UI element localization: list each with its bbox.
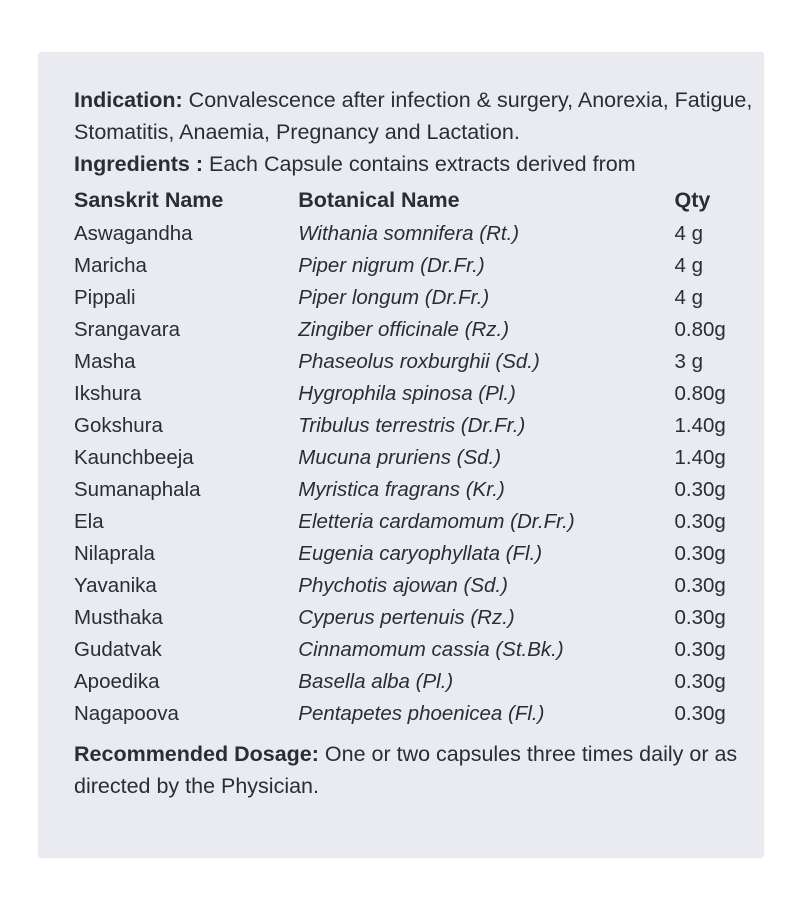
sanskrit-name: Sumanaphala — [74, 478, 201, 501]
sanskrit-name: Gudatvak — [74, 638, 162, 661]
table-row — [74, 570, 754, 602]
qty: 0.30g — [674, 542, 726, 565]
botanical-name: Piper longum (Dr.Fr.) — [298, 286, 490, 309]
botanical-name: Basella alba (Pl.) — [298, 670, 454, 693]
table-row — [74, 602, 754, 634]
botanical-name: Piper nigrum (Dr.Fr.) — [298, 254, 485, 277]
botanical-name: Mucuna pruriens (Sd.) — [298, 446, 502, 469]
botanical-name: Hygrophila spinosa (Pl.) — [298, 382, 516, 405]
qty: 1.40g — [674, 446, 726, 469]
table-row — [74, 698, 754, 730]
table-row — [74, 346, 754, 378]
sanskrit-name: Gokshura — [74, 414, 163, 437]
ingredients-label: Ingredients : — [74, 152, 204, 176]
indication-paragraph — [74, 84, 754, 148]
botanical-name: Withania somnifera (Rt.) — [298, 222, 520, 245]
header-botanical-name: Botanical Name — [298, 188, 460, 212]
sanskrit-name: Ela — [74, 510, 104, 533]
qty: 0.30g — [674, 670, 726, 693]
ingredients-paragraph — [74, 148, 754, 180]
sanskrit-name: Masha — [74, 350, 136, 373]
table-row — [74, 250, 754, 282]
botanical-name: Zingiber officinale (Rz.) — [298, 318, 510, 341]
qty: 4 g — [674, 222, 703, 245]
sanskrit-name: Nilaprala — [74, 542, 155, 565]
sanskrit-name: Maricha — [74, 254, 147, 277]
ingredients-table — [74, 182, 754, 730]
header-qty: Qty — [674, 188, 711, 212]
qty: 0.80g — [674, 318, 726, 341]
table-row — [74, 634, 754, 666]
botanical-name: Tribulus terrestris (Dr.Fr.) — [298, 414, 526, 437]
dosage-text: One or two capsules three times daily or as directed by the Physician. — [74, 742, 738, 798]
qty: 4 g — [674, 254, 703, 277]
table-header-row — [74, 182, 754, 218]
sanskrit-name: Yavanika — [74, 574, 157, 597]
qty: 0.30g — [674, 606, 726, 629]
sanskrit-name: Kaunchbeeja — [74, 446, 194, 469]
table-row — [74, 314, 754, 346]
botanical-name: Myristica fragrans (Kr.) — [298, 478, 505, 501]
qty: 4 g — [674, 286, 703, 309]
sanskrit-name: Musthaka — [74, 606, 163, 629]
table-row — [74, 410, 754, 442]
indication-label: Indication: — [74, 88, 183, 112]
sanskrit-name: Ikshura — [74, 382, 142, 405]
botanical-name: Eletteria cardamomum (Dr.Fr.) — [298, 510, 575, 533]
sanskrit-name: Pippali — [74, 286, 136, 309]
sanskrit-name: Apoedika — [74, 670, 160, 693]
botanical-name: Eugenia caryophyllata (Fl.) — [298, 542, 543, 565]
table-row — [74, 666, 754, 698]
table-row — [74, 506, 754, 538]
qty: 0.30g — [674, 638, 726, 661]
dosage-paragraph — [74, 738, 754, 802]
header-sanskrit-name: Sanskrit Name — [74, 188, 224, 212]
botanical-name: Phychotis ajowan (Sd.) — [298, 574, 508, 597]
qty: 3 g — [674, 350, 703, 373]
qty: 0.30g — [674, 478, 726, 501]
table-row — [74, 474, 754, 506]
label-content — [74, 84, 754, 802]
product-label-card — [38, 52, 764, 858]
sanskrit-name: Srangavara — [74, 318, 180, 341]
dosage-label: Recommended Dosage: — [74, 742, 319, 766]
sanskrit-name: Nagapoova — [74, 702, 179, 725]
sanskrit-name: Aswagandha — [74, 222, 193, 245]
qty: 0.30g — [674, 574, 726, 597]
table-row — [74, 442, 754, 474]
qty: 0.30g — [674, 510, 726, 533]
table-row — [74, 378, 754, 410]
table-row — [74, 218, 754, 250]
botanical-name: Cinnamomum cassia (St.Bk.) — [298, 638, 564, 661]
table-row — [74, 282, 754, 314]
qty: 0.80g — [674, 382, 726, 405]
qty: 0.30g — [674, 702, 726, 725]
botanical-name: Pentapetes phoenicea (Fl.) — [298, 702, 545, 725]
indication-text: Convalescence after infection & surgery, Anorexia, Fatigue, Stomatitis, Anaemia, Pregnancy and Lactation. — [74, 88, 753, 144]
botanical-name: Cyperus pertenuis (Rz.) — [298, 606, 515, 629]
botanical-name: Phaseolus roxburghii (Sd.) — [298, 350, 540, 373]
qty: 1.40g — [674, 414, 726, 437]
table-row — [74, 538, 754, 570]
ingredients-text: Each Capsule contains extracts derived from — [203, 152, 636, 176]
